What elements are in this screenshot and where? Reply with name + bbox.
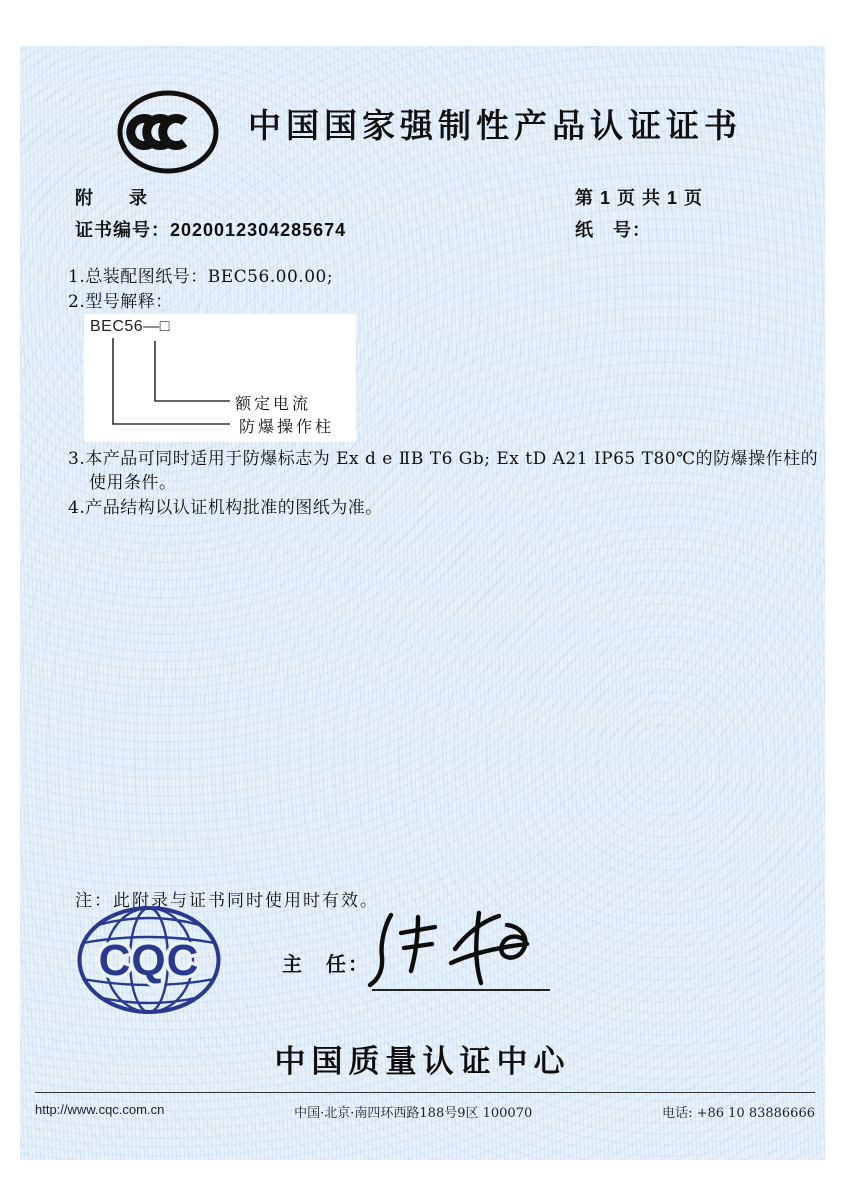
organization-name: 中国质量认证中心	[274, 1044, 571, 1079]
footer	[35, 1102, 815, 1121]
item-4-structure: 4.产品结构以认证机构批准的图纸为准。	[68, 498, 383, 518]
model-diagram	[84, 314, 356, 442]
paper-number-label: 纸 号：	[575, 220, 651, 240]
footer-website: http://www.cqc.com.cn	[35, 1102, 165, 1117]
director-label: 主 任：	[282, 954, 370, 976]
footer-address: 中国·北京·南四环西路188号9区 100070	[294, 1106, 533, 1121]
signature-line	[372, 989, 550, 991]
cert-number-value: 2020012304285674	[170, 220, 347, 240]
item-3-marking-conditions: 3.本产品可同时适用于防爆标志为 Ex d e ⅡB T6 Gb; Ex tD A21 IP65 T80℃的防爆操作柱的使用条件。	[68, 449, 819, 493]
model-code: BEC56—□	[90, 318, 170, 335]
svg-text:CQC: CQC	[98, 936, 200, 985]
item-1-drawing-number: 1.总装配图纸号：BEC56.00.00;	[68, 267, 334, 287]
appendix-label: 附 录	[75, 188, 147, 208]
cert-number-row	[75, 216, 346, 242]
certificate-title: 中国国家强制性产品认证证书	[248, 107, 742, 144]
ccc-logo-icon	[115, 88, 221, 176]
cqc-logo-icon	[76, 905, 222, 1015]
director-signature	[355, 903, 560, 989]
footer-phone: 电话: +86 10 83886666	[662, 1106, 815, 1121]
diagram-label-explosionproof-column: 防爆操作柱	[239, 417, 335, 436]
item-2-model-explanation: 2.型号解释：	[68, 292, 173, 312]
diagram-label-rated-current: 额定电流	[235, 394, 312, 413]
certificate-sheet	[20, 46, 825, 1160]
footer-divider	[35, 1092, 815, 1093]
page-info: 第 1 页 共 1 页	[575, 188, 704, 208]
cert-number-label: 证书编号：	[75, 220, 170, 240]
validity-note: 注：此附录与证书同时使用时有效。	[75, 891, 379, 911]
